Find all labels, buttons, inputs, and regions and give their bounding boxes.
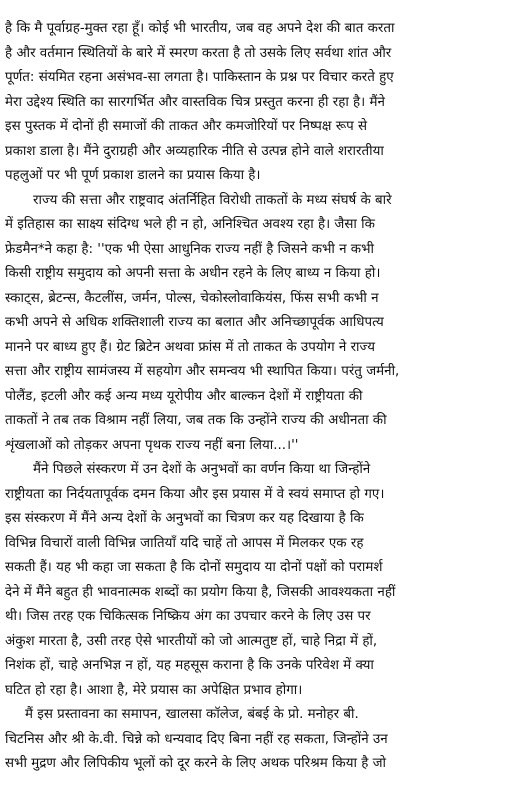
- text-line-9: में इतिहास का साक्ष्य संदिग्ध भले ही न हो, अनिश्चित अवश्य रहा है। जैसा कि: [5, 217, 375, 232]
- text-line-14: मानने पर बाध्य हुए हैं। ग्रेट ब्रिटेन अथवा फ्रांस में तो ताकत के उपयोग ने राज्य: [5, 339, 375, 355]
- text-line-25: थी। जिस तरह एक चिकित्सक निष्क्रिय अंग का उपचार करने के लिए उस पर: [5, 609, 371, 624]
- text-line-31: सभी मुद्रण और लिपिकीय भूलों को दूर करने के लिए अथक परिश्रम किया है जो: [5, 756, 386, 771]
- text-line-10: फ्रेडमैन*ने कहा है: ''एक भी ऐसा आधुनिक राज्य नहीं है जिसने कभी न कभी: [5, 241, 374, 257]
- text-line-26: अंकुश मारता है, उसी तरह ऐसे भारतीयों को जो आत्मतुष्ट हों, चाहे निद्रा में हों,: [5, 633, 378, 649]
- text-line-8: राज्य की सत्ता और राष्ट्रवाद अंतर्निहित विरोधी ताकतों के मध्य संघर्ष के बारे: [33, 192, 392, 208]
- text-line-16: पोलैंड, इटली और कई अन्य मध्य यूरोपीय और बाल्कन देशों में राष्ट्रीयता की: [5, 388, 363, 404]
- text-line-12: स्काट्स, ब्रेटन्स, कैटलींस, जर्मन, पोल्स, चेकोस्लोवाकियंस, फिंस सभी कभी न: [5, 290, 379, 306]
- text-line-11: किसी राष्ट्रीय समुदाय को अपनी सत्ता के अधीन रहने के लिए बाध्य न किया हो।: [5, 266, 381, 281]
- text-line-18: शृंखलाओं को तोड़कर अपना पृथक राज्य नहीं बना लिया...।'': [5, 437, 299, 453]
- text-line-21: इस संस्करण में मैंने अन्य देशों के अनुभवों का चित्रण कर यह दिखाया है कि: [5, 511, 364, 526]
- text-line-6: प्रकाश डाला है। मैंने दुराग्रही और अव्यहारिक नीति से उत्पन्न होने वाले शरारतीया: [5, 143, 384, 159]
- text-line-28: घटित हो रहा है। आशा है, मेरे प्रयास का अपेक्षित प्रभाव होगा।: [5, 682, 303, 698]
- text-line-20: राष्ट्रीयता का निर्दयतापूर्वक दमन किया और इस प्रयास में वे स्वयं समाप्त हो गए।: [5, 486, 385, 502]
- text-line-17: ताकतों ने तब तक विश्राम नहीं लिया, जब तक कि उन्होंने राज्य की अधीनता की: [5, 413, 387, 428]
- text-line-22: विभिन्न विचारों वाली विभिन्न जातियाँ यदि चाहें तो आपस में मिलकर एक रह: [5, 535, 364, 551]
- text-line-30: चिटनिस और श्री के.वी. चिन्ने को धन्यवाद दिए बिना नहीं रह सकता, जिन्होंने उन: [5, 731, 388, 747]
- text-line-3: पूर्णत: संयमित रहना असंभव-सा लगता है। पाकिस्तान के प्रश्न पर विचार करते हुए: [5, 70, 394, 85]
- text-line-1: है कि मै पूर्वाग्रह-मुक्त रहा हूँ। कोई भी भारतीय, जब वह अपने देश की बात करता: [5, 21, 395, 36]
- text-line-27: निशंक हों, चाहे अनभिज्ञ न हों, यह महसूस कराना है कि उनके परिवेश में क्या: [5, 658, 374, 673]
- text-line-13: कभी अपने से अधिक शक्तिशाली राज्य का बलात और अनिच्छापूर्वक आधिपत्य: [5, 315, 384, 330]
- text-line-2: है और वर्तमान स्थितियों के बारे में स्मरण करता है तो उसके लिए सर्वथा शांत और: [5, 45, 392, 61]
- text-line-15: सत्ता और राष्ट्रीय सामंजस्य में सहयोग और समन्वय भी स्थापित किया। परंतु जर्मनी,: [5, 364, 400, 379]
- text-line-5: इस पुस्तक में दोनों ही समाजों की ताकत और कमजोरियों पर निष्पक्ष रूप से: [5, 119, 368, 134]
- text-line-23: सकती हैं। यह भी कहा जा सकता है कि दोनों समुदाय या दोनों पक्षों को परामर्श: [5, 560, 383, 575]
- text-line-4: मेरा उद्देश्य स्थिति का सारगर्भित और वास्तविक चित्र प्रस्तुत करना ही रहा है। मैंने: [5, 94, 385, 110]
- text-line-7: पहलुओं पर भी पूर्ण प्रकाश डालने का प्रयास किया है।: [5, 168, 261, 183]
- text-line-19: मैंने पिछले संस्करण में उन देशों के अनुभवों का वर्णन किया था जिन्होंने: [33, 462, 371, 477]
- text-line-24: देने में मैंने बहुत ही भावनात्मक शब्दों का प्रयोग किया है, जिसकी आवश्यकता नहीं: [5, 584, 396, 600]
- text-line-29: मैं इस प्रस्तावना का समापन, खालसा कॉलेज, बंबई के प्रो. मनोहर बी.: [25, 707, 359, 722]
